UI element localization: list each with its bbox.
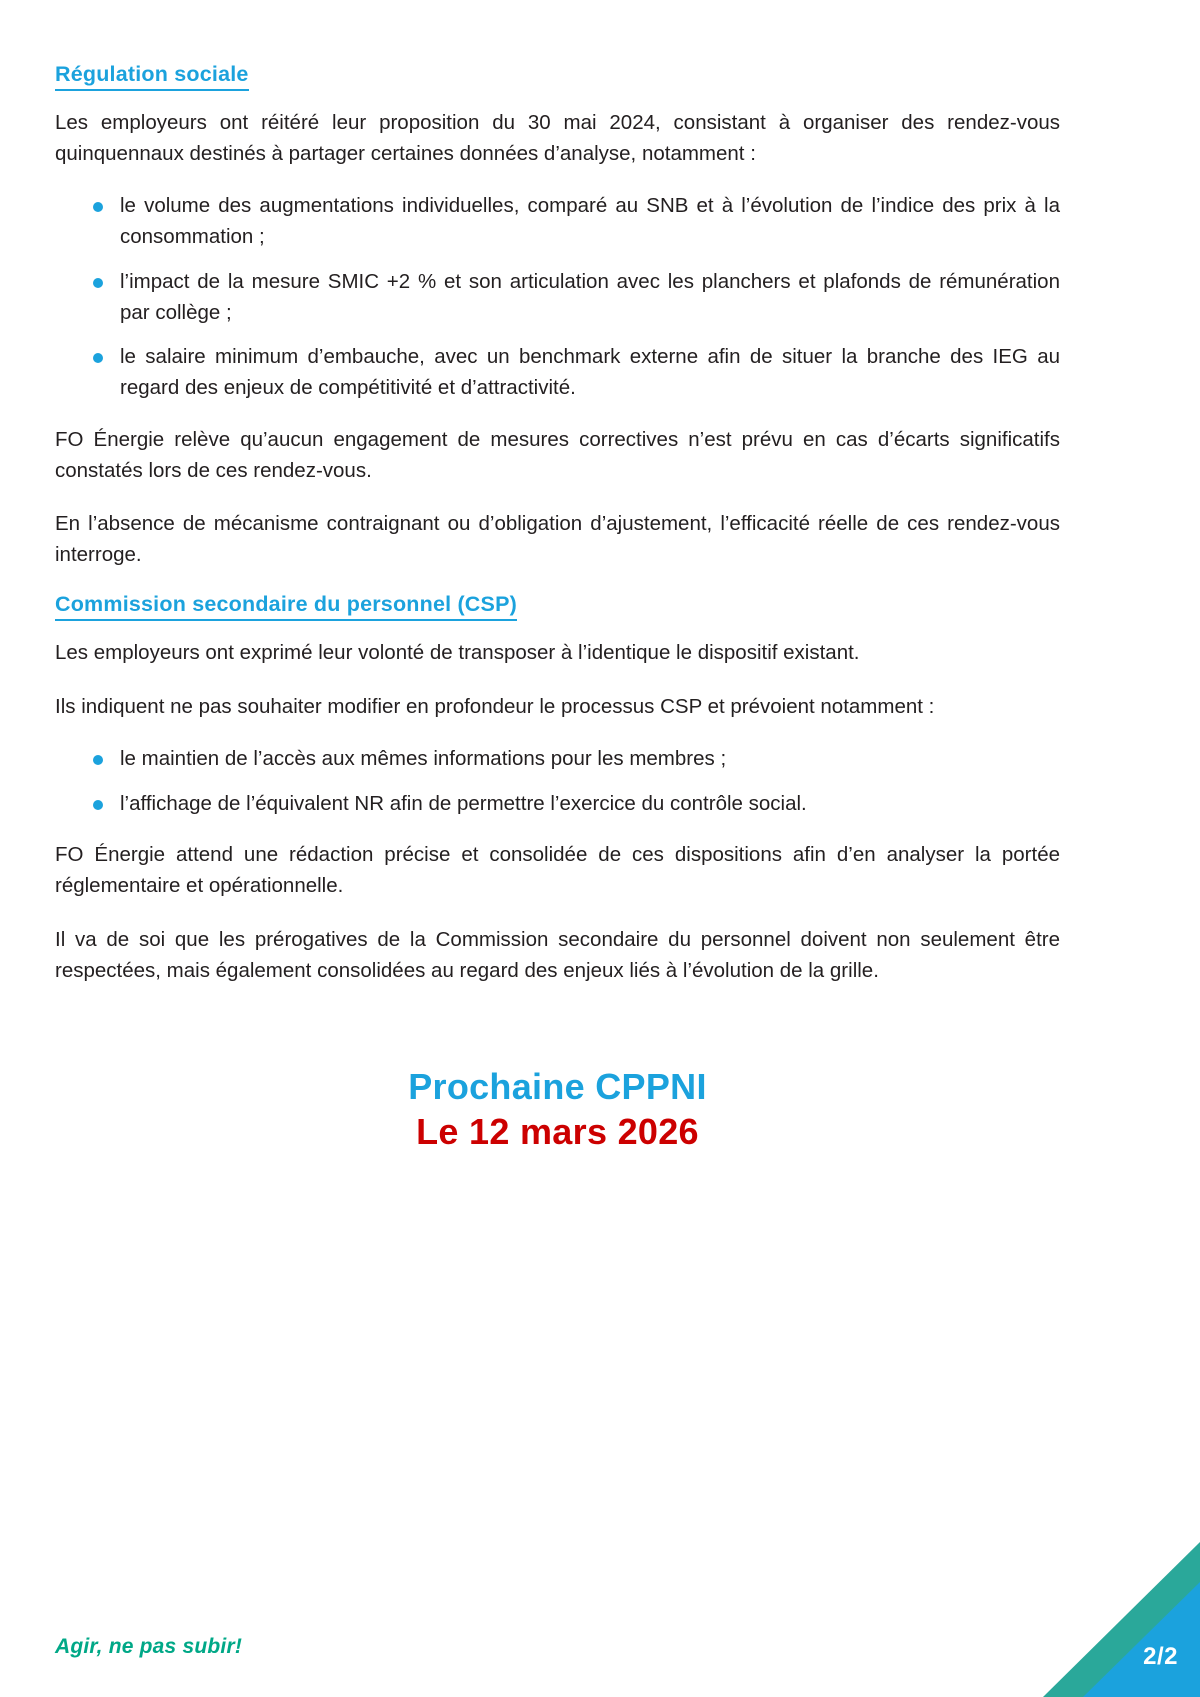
list-item: l’affichage de l’équivalent NR afin de permettre l’exercice du contrôle social.	[85, 789, 1060, 820]
section-2-paragraph-1: FO Énergie attend une rédaction précise et consolidée de ces dispositions afin d’en analyser la portée réglementaire et opérationnelle.	[55, 843, 1060, 898]
section-2-intro-paragraph: Les employeurs ont exprimé leur volonté de transposer à l’identique le dispositif existant.	[55, 641, 860, 665]
section-heading-csp: Commission secondaire du personnel (CSP)	[55, 592, 517, 621]
section-2-intro-paragraph-2: Ils indiquent ne pas souhaiter modifier en profondeur le processus CSP et prévoient notamment :	[55, 694, 935, 718]
section-heading-regulation-sociale: Régulation sociale	[55, 62, 249, 91]
footer-slogan: Agir, ne pas subir!	[55, 1635, 243, 1658]
closing-line-date: Le 12 mars 2026	[416, 1110, 699, 1152]
section-commission-secondaire-personnel	[55, 592, 1060, 637]
section-2-paragraph-2: Il va de soi que les prérogatives de la Commission secondaire du personnel doivent non seulement être respectées, mais également consolidées au regard des enjeux liés à l’évolution de la grille.	[55, 927, 1060, 982]
list-item: le volume des augmentations individuelles, comparé au SNB et à l’évolution de l’indice des prix à la consommation ;	[85, 191, 1060, 253]
closing-announcement	[55, 1064, 1060, 1154]
section-1-paragraph-2: En l’absence de mécanisme contraignant ou d’obligation d’ajustement, l’efficacité réelle de ces rendez-vous interroge.	[55, 512, 1060, 567]
list-item: l’impact de la mesure SMIC +2 % et son articulation avec les planchers et plafonds de rémunération par collège ;	[85, 267, 1060, 329]
section-2-bullet-list	[55, 744, 1060, 820]
list-item: le salaire minimum d’embauche, avec un benchmark externe afin de situer la branche des IEG au regard des enjeux de compétitivité et d’attractivité.	[85, 342, 1060, 404]
page-number: 2/2	[1143, 1643, 1178, 1670]
closing-line-next-cppni: Prochaine CPPNI	[408, 1065, 707, 1107]
section-regulation-sociale	[55, 62, 1060, 107]
section-1-paragraph-1: FO Énergie relève qu’aucun engagement de mesures correctives n’est prévu en cas d’écarts significatifs constatés lors de ces rendez-vous.	[55, 427, 1060, 482]
document-body	[55, 62, 1060, 1154]
section-1-bullet-list	[55, 191, 1060, 404]
list-item: le maintien de l’accès aux mêmes informations pour les membres ;	[85, 744, 1060, 775]
section-1-intro-paragraph: Les employeurs ont réitéré leur proposition du 30 mai 2024, consistant à organiser des rendez-vous quinquennaux destinés à partager certaines données d’analyse, notamment :	[55, 111, 1060, 166]
